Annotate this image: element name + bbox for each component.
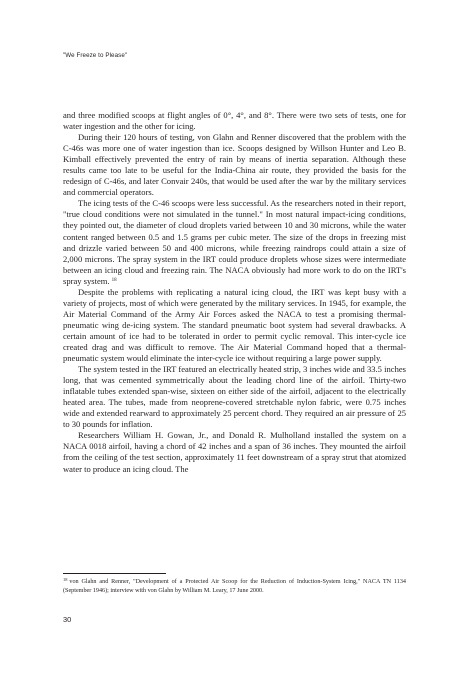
footnote-reference: 18 (111, 277, 117, 283)
footnote-text: von Glahn and Renner, "Development of a Protected Air Scoop for the Reduction of Induction-System Icing," NACA TN 1134 (September 1946); interview with von Glahn by William M. Leary, 17 June 2000. (63, 579, 406, 594)
paragraph: Researchers William H. Gowan, Jr., and Donald R. Mulholland installed the system on a NACA 0018 airfoil, having a chord of 42 inches and a span of 36 inches. They mounted the airfoil from the ceiling of the test section, approximately 11 feet downstream of a spray strut that atomized water to produce an icing cloud. The (63, 430, 406, 474)
paragraph-text: The icing tests of the C-46 scoops were less successful. As the researchers noted in their report, "true cloud conditions were not simulated in the tunnel." In most natural impact-icing conditions, they pointed out, the diameter of cloud droplets varied between 10 and 30 microns, while the water content ranged between 0.5 and 1.5 grams per cubic meter. The size of the drops in freezing mist and drizzle varied between 50 and 400 microns, while freezing raindrops could attain a size of 2,000 microns. The spray system in the IRT could produce droplets whose sizes were intermediate between an icing cloud and freezing rain. The NACA obviously had more work to do on the IRT's spray system. (63, 198, 406, 286)
paragraph: Despite the problems with replicating a natural icing cloud, the IRT was kept busy with a variety of projects, most of which were generated by the military services. In 1945, for example, the Air Material Command of the Army Air Forces asked the NACA to test a promising thermal-pneumatic wing de-icing system. The standard pneumatic boot system had several drawbacks. A certain amount of ice had to be tolerated in order to permit cyclic removal. This inter-cycle ice created drag and was difficult to remove. The Air Material Command hoped that a thermal-pneumatic system would eliminate the inter-cycle ice without requiring a large power supply. (63, 286, 406, 364)
paragraph: and three modified scoops at flight angles of 0°, 4°, and 8°. There were two sets of tests, one for water ingestion and the other for icing. (63, 110, 406, 132)
paragraph: During their 120 hours of testing, von Glahn and Renner discovered that the problem with the C-46s was more one of water ingestion than ice. Scoops designed by Willson Hunter and Leo B. Kimball effectively prevented the entry of rain by means of inertia separation. Although these results came too late to be useful for the India-China air route, they provided the basis for the redesign of C-46s, and later Convair 240s, that would be used after the war by the military services and commercial operators. (63, 132, 406, 198)
footnote (63, 578, 406, 596)
body-text (63, 110, 406, 475)
footnote-number: 18 (63, 577, 68, 582)
paragraph: The system tested in the IRT featured an electrically heated strip, 3 inches wide and 33.5 inches long, that was cemented symmetrically about the leading chord line of the airfoil. Thirty-two inflatable tubes extended span-wise, sixteen on either side of the airfoil, adjacent to the electrically heated area. The tubes, made from neoprene-covered stretchable nylon fabric, were 0.75 inches wide and extended rearward to approximately 25 percent chord. They required an air pressure of 25 to 30 pounds for inflation. (63, 364, 406, 430)
page-number: 30 (63, 615, 72, 624)
footnote-divider (63, 573, 166, 574)
paragraph (63, 198, 406, 286)
running-head: "We Freeze to Please" (63, 52, 128, 59)
